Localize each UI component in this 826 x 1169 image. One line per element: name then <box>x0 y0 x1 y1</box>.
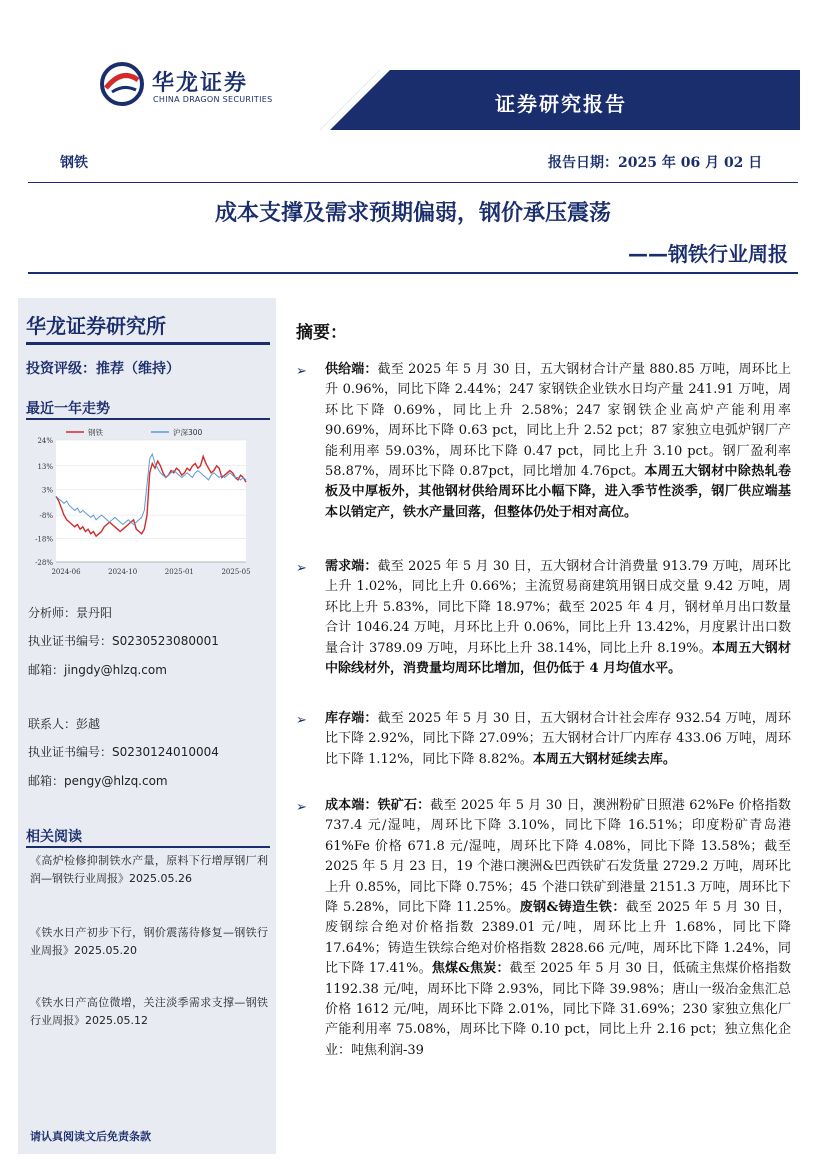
supply-conclusion: 本周五大钢材中除热轧卷板及中厚板外，其他钢材供给周环比小幅下降，进入季节性淡季，钢厂供应端基本以销定产，铁水产量回落，但整体仍处于相对高位。 <box>325 464 791 520</box>
analyst-name: 分析师：景丹阳 <box>28 606 113 620</box>
report-subtitle: ——钢铁行业周报 <box>628 242 788 266</box>
supply-label: 供给端： <box>325 362 378 377</box>
chart-legend-label: 沪深300 <box>173 428 203 437</box>
demand-text: 截至 2025 年 5 月 30 日，五大钢材合计消费量 913.79 万吨，周环比上升 1.02%，同比上升 0.66%；主流贸易商建筑用钢日成交量 9.42 万吨，周环比上升 5.83%，同比下降 18.97%；截至 2025 年 4 月，钢材单月出口数量合计 1046.24 万吨，月环比上升 0.06%，同比上升 13.42%，月度累计出口数量合计 3789.09 万吨，月环比上升 38.14%，同比上升 8.19%。 <box>325 559 791 656</box>
chart-xtick-label: 2025-05 <box>221 568 251 576</box>
chart-xtick-label: 2025-01 <box>164 568 194 576</box>
chart-ytick-label: -18% <box>35 535 53 544</box>
inventory-label: 库存端： <box>325 711 378 726</box>
chart-legend-label: 钢铁 <box>88 428 103 437</box>
trend-underline <box>26 418 270 420</box>
company-logo-icon <box>100 62 144 106</box>
institute-underline <box>26 342 270 345</box>
iron-ore-label: 铁矿石： <box>377 798 431 813</box>
chart-xtick-label: 2024-06 <box>51 568 81 576</box>
bullet-arrow-icon: ➢ <box>296 800 307 815</box>
trend-title: 最近一年走势 <box>26 401 110 417</box>
header-divider <box>28 182 798 183</box>
title-divider <box>28 272 798 274</box>
supply-text: 截至 2025 年 5 月 30 日，五大钢材合计产量 880.85 万吨，周环比上升 0.96%，同比下降 2.44%；247 家钢铁企业铁水日均产量 241.91 万吨，周环比下降 0.69%，同比上升 2.58%；247 家钢铁企业高炉产能利用率 90.69%，周环比下降 0.63 pct，同比上升 2.52 pct；87 家独立电弧炉钢厂产能利用率 59.03%，周环比下降 0.47 pct，同比上升 3.10 pct。钢厂盈利率 58.87%，周环比下降 0.87pct，同比增加 4.76pct。 <box>325 362 791 480</box>
abstract-heading: 摘要： <box>296 323 347 343</box>
logo-chinese-name: 华龙证券 <box>152 71 249 96</box>
cost-label: 成本端： <box>325 798 378 813</box>
chart-ytick-label: 3% <box>41 486 53 495</box>
chart-ytick-label: -8% <box>39 512 53 521</box>
demand-label: 需求端： <box>325 559 378 574</box>
related-underline <box>26 846 270 848</box>
analyst-cert: 执业证书编号：S0230523080001 <box>28 634 219 648</box>
bullet-arrow-icon: ➢ <box>296 713 307 728</box>
institute-name: 华龙证券研究所 <box>26 314 166 338</box>
related-item[interactable]: 《铁水日产高位微增，关注淡季需求支撑—钢铁行业周报》2025.05.12 <box>30 996 268 1027</box>
chart-xtick-label: 2024-10 <box>108 568 138 576</box>
disclaimer-note: 请认真阅读文后免责条款 <box>30 1130 151 1143</box>
inventory-conclusion: 本周五大钢材延续去库。 <box>532 751 676 767</box>
supply-paragraph <box>325 360 791 523</box>
investment-rating: 投资评级：推荐（维持） <box>26 361 180 377</box>
chart-ytick-label: 24% <box>37 437 53 445</box>
chart-ytick-label: -28% <box>35 559 53 567</box>
bullet-arrow-icon: ➢ <box>296 561 307 576</box>
iron-ore-text: 截至 2025 年 5 月 30 日，澳洲粉矿日照港 62%Fe 价格指数 737.4 元/湿吨，周环比下降 3.10%，同比下降 16.51%；印度粉矿青岛港 61%Fe 价格 671.8 元/湿吨，周环比下降 4.08%，同比下降 13.58%；截至 2025 年 5 月 23 日，19 个港口澳洲&巴西铁矿石发货量 2729.2 万吨，周环比上升 0.85%，同比下降 0.75%；45 个港口铁矿到港量 2151.3 万吨，周环比下降 5.28%，同比下降 11.25%。 <box>325 798 791 916</box>
coke-text: 截至 2025 年 5 月 30 日，低硫主焦煤价格指数 1192.38 元/吨，周环比下降 2.93%，同比下降 39.98%；唐山一级冶金焦汇总价格 1612 元/吨，周环比下降 2.01%，同比下降 31.69%；230 家独立焦化厂产能利用率 75.08%，周环比下降 0.10 pct，同比上升 2.16 pct；独立焦化企业：吨焦利润-39 <box>325 961 791 1058</box>
scrap-text: 截至 2025 年 5 月 30 日，废钢综合绝对价格指数 2389.01 元/吨，周环比上升 1.68%，同比下降 17.64%；铸造生铁综合绝对价格指数 2828.66 元/吨，周环比下降 1.24%，同比下降 17.41%。 <box>325 900 791 977</box>
bullet-arrow-icon: ➢ <box>296 364 307 379</box>
cost-paragraph <box>325 796 791 1061</box>
inventory-text: 截至 2025 年 5 月 30 日，五大钢材合计社会库存 932.54 万吨，周环比下降 2.92%，同比下降 27.09%；五大钢材合计厂内库存 433.06 万吨，周环比下降 1.12%，同比下降 8.82%。 <box>325 711 791 767</box>
inventory-paragraph <box>325 709 791 770</box>
chart-plot-area <box>56 440 246 562</box>
related-item[interactable]: 《铁水日产初步下行，钢价震荡待修复—钢铁行业周报》2025.05.20 <box>30 926 268 957</box>
related-reading-title: 相关阅读 <box>26 829 82 845</box>
chart-ytick-label: 13% <box>37 462 53 471</box>
related-item[interactable]: 《高炉检修抑制铁水产量，原料下行增厚钢厂利润—钢铁行业周报》2025.05.26 <box>30 854 268 885</box>
demand-paragraph <box>325 557 791 679</box>
demand-conclusion: 本周五大钢材中除线材外，消费量均周环比增加，但仍低于 4 月均值水平。 <box>325 640 791 677</box>
scrap-label: 废钢&铸造生铁： <box>519 900 626 916</box>
contact-email[interactable]: 邮箱：pengy@hlzq.com <box>28 774 168 788</box>
logo-english-name: CHINA DRAGON SECURITIES <box>153 95 273 104</box>
report-date: 报告日期：2025 年 06 月 02 日 <box>548 155 763 171</box>
contact-cert: 执业证书编号：S0230124010004 <box>28 745 219 759</box>
one-year-trend-chart <box>26 424 270 580</box>
analyst-email[interactable]: 邮箱：jingdy@hlzq.com <box>28 663 167 677</box>
industry-label: 钢铁 <box>60 155 88 171</box>
report-title: 成本支撑及需求预期偏弱，钢价承压震荡 <box>214 201 611 226</box>
coke-label: 焦煤&焦炭： <box>431 961 510 977</box>
contact-name: 联系人：彭越 <box>28 717 101 731</box>
report-type-label: 证券研究报告 <box>495 92 627 116</box>
